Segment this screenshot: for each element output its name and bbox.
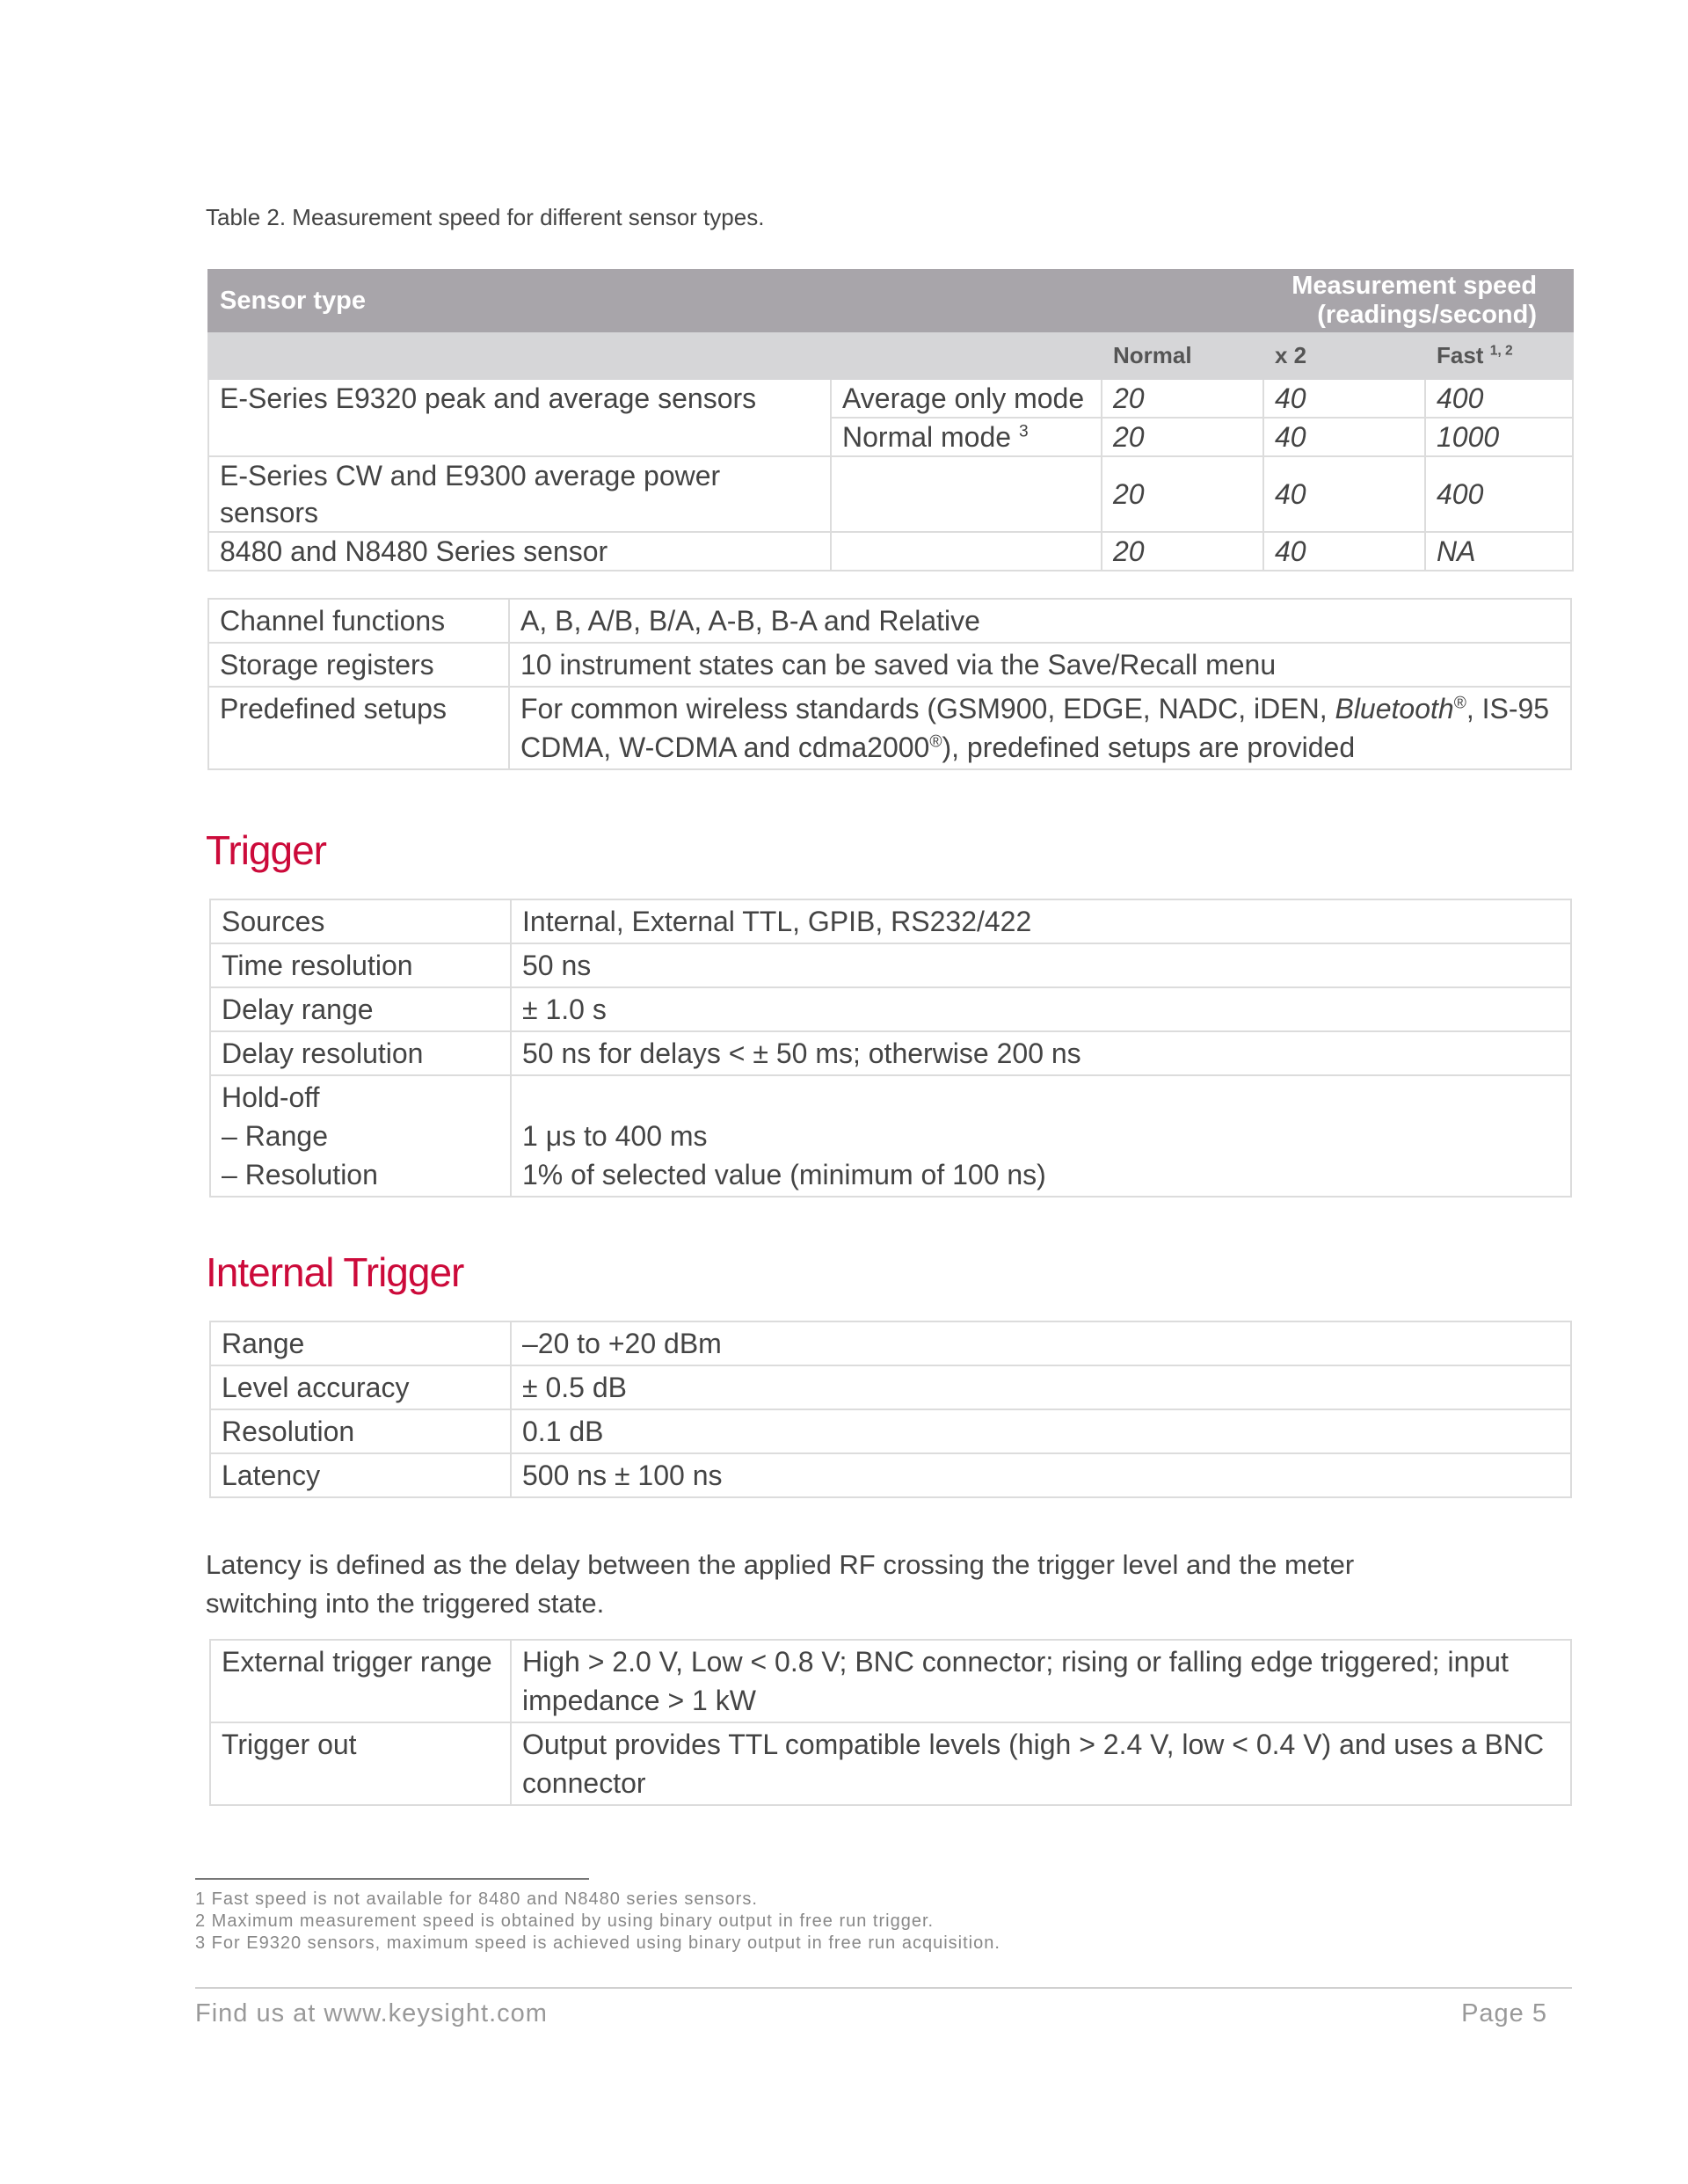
footer-website: Find us at www.keysight.com bbox=[195, 1999, 548, 2027]
trigger-table bbox=[209, 899, 1572, 1198]
table-row bbox=[208, 379, 1573, 418]
section-heading-trigger: Trigger bbox=[206, 827, 326, 873]
mode-cell: Average only mode bbox=[831, 379, 1102, 418]
section-heading-internal-trigger: Internal Trigger bbox=[206, 1249, 464, 1295]
footnote: 3 For E9320 sensors, maximum speed is achieved using binary output in free run acquisition. bbox=[195, 1933, 1000, 1953]
table-subheader-row bbox=[208, 331, 1573, 379]
footnote: 2 Maximum measurement speed is obtained by using binary output in free run trigger. bbox=[195, 1911, 935, 1931]
measurement-speed-table bbox=[207, 269, 1574, 571]
table-row bbox=[208, 418, 1573, 456]
internal-trigger-table bbox=[209, 1321, 1572, 1498]
table-row bbox=[210, 1031, 1571, 1075]
spec-value: ± 0.5 dB bbox=[511, 1365, 1571, 1409]
table-row bbox=[208, 687, 1571, 769]
spec-key: Sources bbox=[210, 899, 511, 943]
spec-key: Predefined setups bbox=[208, 687, 509, 769]
spec-value: 10 instrument states can be saved via the Save/Recall menu bbox=[509, 643, 1571, 687]
spec-key: Latency bbox=[210, 1453, 511, 1497]
channel-functions-table bbox=[207, 598, 1572, 770]
header-fast: Fast $^{1, 2}$ bbox=[1425, 331, 1573, 379]
sensor-cell: 8480 and N8480 Series sensor bbox=[208, 532, 831, 571]
normal-cell: 20 bbox=[1102, 532, 1263, 571]
fast-cell: 400 bbox=[1425, 456, 1573, 532]
spec-value: For common wireless standards (GSM900, EDGE, NADC, iDEN, Bluetooth®, IS-95 CDMA, W-CDMA and cdma2000®), predefined setups are provided bbox=[509, 687, 1571, 769]
footer-divider bbox=[195, 1987, 1572, 1989]
footnotes bbox=[195, 1889, 1000, 1955]
fast-cell: 1000 bbox=[1425, 418, 1573, 456]
external-trigger-table bbox=[209, 1639, 1572, 1806]
spec-key: Delay range bbox=[210, 987, 511, 1031]
page-number: Page 5 bbox=[1461, 1999, 1547, 2027]
spec-key: External trigger range bbox=[210, 1640, 511, 1722]
mode-cell bbox=[831, 532, 1102, 571]
mode-cell bbox=[831, 456, 1102, 532]
normal-cell: 20 bbox=[1102, 379, 1263, 418]
table-row bbox=[208, 456, 1573, 532]
x2-cell: 40 bbox=[1263, 456, 1425, 532]
spec-value: 50 ns for delays < ± 50 ms; otherwise 200 ns bbox=[511, 1031, 1571, 1075]
mode-cell: Normal mode $^3$ bbox=[831, 418, 1102, 456]
spec-key: Storage registers bbox=[208, 643, 509, 687]
sensor-cell bbox=[208, 418, 831, 456]
normal-cell: 20 bbox=[1102, 456, 1263, 532]
table-caption: Table 2. Measurement speed for different sensor types. bbox=[206, 204, 765, 230]
fast-cell: 400 bbox=[1425, 379, 1573, 418]
table-row bbox=[210, 987, 1571, 1031]
holdoff-range-label: – Range bbox=[222, 1120, 328, 1152]
fast-cell: NA bbox=[1425, 532, 1573, 571]
holdoff-label: Hold-off bbox=[222, 1081, 320, 1113]
spec-value: High > 2.0 V, Low < 0.8 V; BNC connector; rising or falling edge triggered; input impedance > 1 kW bbox=[511, 1640, 1571, 1722]
table-row bbox=[210, 1722, 1571, 1805]
table-row bbox=[210, 943, 1571, 987]
spec-key: Delay resolution bbox=[210, 1031, 511, 1075]
table-row bbox=[208, 532, 1573, 571]
table-row bbox=[210, 1453, 1571, 1497]
table-row bbox=[210, 1075, 1571, 1197]
holdoff-resolution-label: – Resolution bbox=[222, 1159, 378, 1190]
subheader-blank bbox=[208, 331, 1102, 379]
table-row bbox=[208, 599, 1571, 643]
spec-key: Level accuracy bbox=[210, 1365, 511, 1409]
spec-value: Internal, External TTL, GPIB, RS232/422 bbox=[511, 899, 1571, 943]
header-normal: Normal bbox=[1102, 331, 1263, 379]
footnote-divider bbox=[195, 1878, 589, 1880]
footnote: 1 Fast speed is not available for 8480 and N8480 series sensors. bbox=[195, 1889, 758, 1909]
table-header-row bbox=[208, 270, 1573, 331]
normal-cell: 20 bbox=[1102, 418, 1263, 456]
table-row bbox=[210, 1640, 1571, 1722]
table-row bbox=[210, 1321, 1571, 1365]
table-row bbox=[208, 643, 1571, 687]
spec-value: 500 ns ± 100 ns bbox=[511, 1453, 1571, 1497]
spec-value: A, B, A/B, B/A, A-B, B-A and Relative bbox=[509, 599, 1571, 643]
spec-value: Output provides TTL compatible levels (high > 2.4 V, low < 0.4 V) and uses a BNC connector bbox=[511, 1722, 1571, 1805]
holdoff-resolution-value: 1% of selected value (minimum of 100 ns) bbox=[522, 1159, 1046, 1190]
spec-value: ± 1.0 s bbox=[511, 987, 1571, 1031]
table-row bbox=[210, 1409, 1571, 1453]
x2-cell: 40 bbox=[1263, 379, 1425, 418]
spec-key: Time resolution bbox=[210, 943, 511, 987]
header-x2: x 2 bbox=[1263, 331, 1425, 379]
sensor-cell: E-Series E9320 peak and average sensors bbox=[208, 379, 831, 418]
spec-value: 0.1 dB bbox=[511, 1409, 1571, 1453]
spec-key: Trigger out bbox=[210, 1722, 511, 1805]
header-sensor-type: Sensor type bbox=[208, 270, 1102, 331]
holdoff-range-value: 1 μs to 400 ms bbox=[522, 1120, 708, 1152]
table-row bbox=[210, 899, 1571, 943]
spec-value bbox=[511, 1075, 1571, 1197]
x2-cell: 40 bbox=[1263, 532, 1425, 571]
spec-key: Range bbox=[210, 1321, 511, 1365]
x2-cell: 40 bbox=[1263, 418, 1425, 456]
spec-key bbox=[210, 1075, 511, 1197]
header-measurement-speed: Measurement speed (readings/second) bbox=[1102, 270, 1573, 331]
spec-key: Channel functions bbox=[208, 599, 509, 643]
table-row bbox=[210, 1365, 1571, 1409]
latency-paragraph: Latency is defined as the delay between the applied RF crossing the trigger level and the meter switching into the triggered state. bbox=[206, 1549, 1355, 1619]
spec-value: 50 ns bbox=[511, 943, 1571, 987]
spec-key: Resolution bbox=[210, 1409, 511, 1453]
sensor-cell: E-Series CW and E9300 average power sensors bbox=[208, 456, 831, 532]
spec-value: –20 to +20 dBm bbox=[511, 1321, 1571, 1365]
